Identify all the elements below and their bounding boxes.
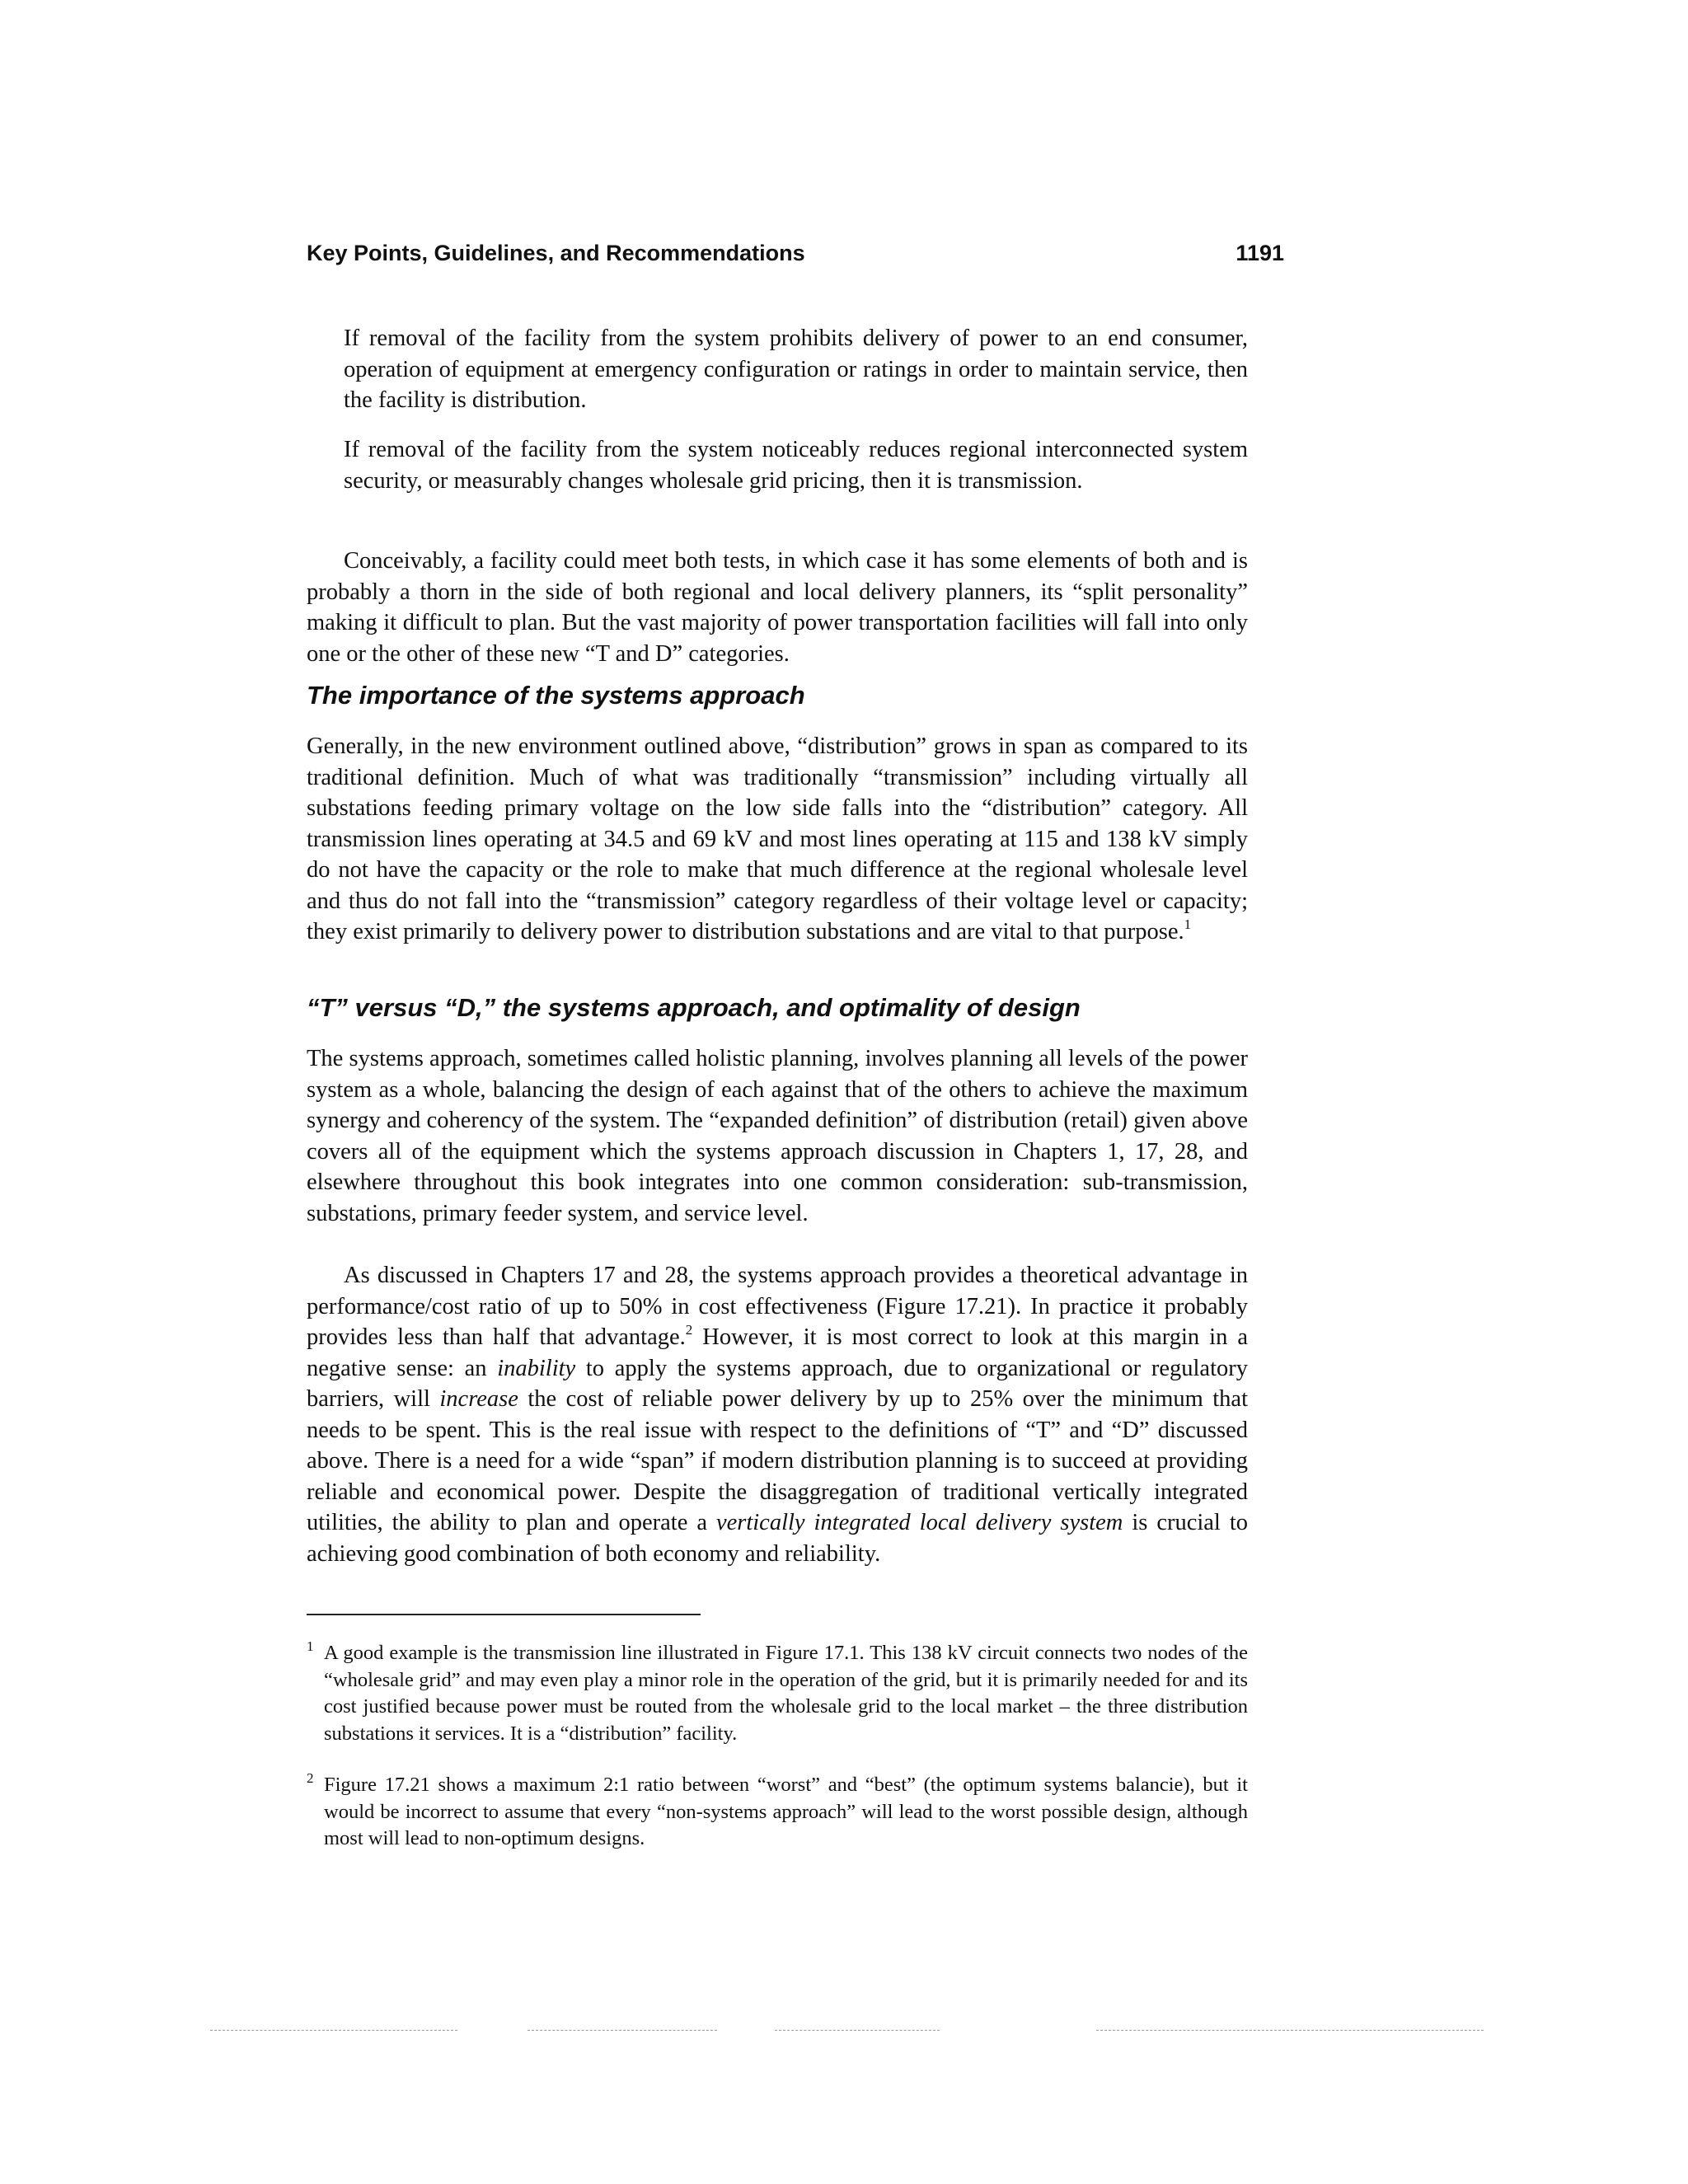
footnote-2 (307, 1772, 1248, 1853)
footnote-text: A good example is the transmission line illustrated in Figure 17.1. This 138 kV circuit connects two nodes of the “wholesale grid” and may even play a minor role in the operation of the grid, but it is primarily needed for and its cost justified because power must be routed from the wholesale grid to the local market – the three distribution substations it services. It is a “distribution” facility. (324, 1642, 1248, 1745)
conceivably-paragraph: Conceivably, a facility could meet both tests, in which case it has some elements of both and is probably a thorn in the side of both regional and local delivery planners, its “split personality” making it difficult to plan. But the vast majority of power transportation facilities will fall into only one or the other of these new “T and D” categories. (307, 548, 1248, 667)
footnote-1 (307, 1640, 1248, 1747)
discussed-text-part5: is crucial to achieving good combination of both economy and reliability. (307, 1510, 1248, 1567)
footnote-mark: 1 (307, 1638, 314, 1654)
scan-artifact-line (775, 2030, 940, 2031)
emphasis-inability: inability (497, 1355, 576, 1381)
footnote-reference-1: 1 (1184, 916, 1192, 932)
discussed-paragraph (307, 1260, 1248, 1569)
section-heading-t-versus-d: “T” versus “D,” the systems approach, and optimality of design (307, 993, 1081, 1022)
discussed-text-part4: the cost of reliable power delivery by up to 25% over the minimum that needs to be spent. This is the real issue with respect to the definitions of “T” and “D” discussed above. There is a need for a wide “span” if modern distribution planning is to succeed at providing reliable and economical power. Despite the disaggregation of traditional vertically integrated utilities, the ability to plan and operate a (307, 1386, 1248, 1535)
running-head (307, 241, 1284, 274)
scan-artifact-line (210, 2030, 457, 2031)
scan-artifact-line (1096, 2030, 1484, 2031)
generally-paragraph (307, 731, 1248, 948)
discussed-text-part1: As discussed in Chapters 17 and 28, the systems approach provides a theoretical advantage in performance/cost ratio of up to 50% in cost effectiveness (Figure 17.21). In practice it probably provides less than half that advantage. (307, 1263, 1248, 1350)
systems-approach-paragraph: The systems approach, sometimes called holistic planning, involves planning all levels of the power system as a whole, balancing the design of each against that of the others to achieve the maximum synergy and coherency of the system. The “expanded definition” of distribution (retail) given above covers all of the equipment which the systems approach discussion in Chapters 1, 17, 28, and elsewhere throughout this book integrates into one common consideration: sub-transmission, substations, primary feeder system, and service level. (307, 1046, 1248, 1226)
footnote-mark: 2 (307, 1770, 314, 1786)
discussed-text-part2: However, it is most correct to look at this margin in a negative sense: an (307, 1324, 1248, 1381)
transmission-test-paragraph: If removal of the facility from the system noticeably reduces regional interconnected system security, or measurably changes wholesale grid pricing, then it is transmission. (344, 437, 1248, 494)
discussed-text-part3: to apply the systems approach, due to organizational or regulatory barriers, will (307, 1355, 1248, 1412)
generally-paragraph-text: Generally, in the new environment outlined above, “distribution” grows in span as compared to its traditional definition. Much of what was traditionally “transmission” including virtually all substations feeding primary voltage on the low side falls into the “distribution” category. All transmission lines operating at 34.5 and 69 kV and most lines operating at 115 and 138 kV simply do not have the capacity or the role to make that much difference at the regional wholesale level and thus do not fall into the “transmission” category regardless of their voltage level or capacity; they exist primarily to delivery power to distribution substations and are vital to that purpose. (307, 733, 1248, 944)
section-heading-systems-approach: The importance of the systems approach (307, 681, 805, 710)
emphasis-vertically-integrated: vertically integrated local delivery system (715, 1510, 1123, 1535)
distribution-test-paragraph: If removal of the facility from the system prohibits delivery of power to an end consumer, operation of equipment at emergency configuration or ratings in order to maintain service, then the facility is distribution. (344, 326, 1248, 413)
footnote-text: Figure 17.21 shows a maximum 2:1 ratio between “worst” and “best” (the optimum systems balancie), but it would be incorrect to assume that every “non-systems approach” will lead to the worst possible design, although most will lead to non-optimum designs. (324, 1774, 1248, 1849)
footnote-reference-2: 2 (685, 1322, 693, 1338)
emphasis-increase: increase (439, 1386, 518, 1412)
scan-artifact-line (528, 2030, 717, 2031)
footnote-separator-rule (307, 1614, 701, 1615)
running-title: Key Points, Guidelines, and Recommendations (307, 241, 805, 265)
page-number: 1191 (1236, 241, 1284, 265)
